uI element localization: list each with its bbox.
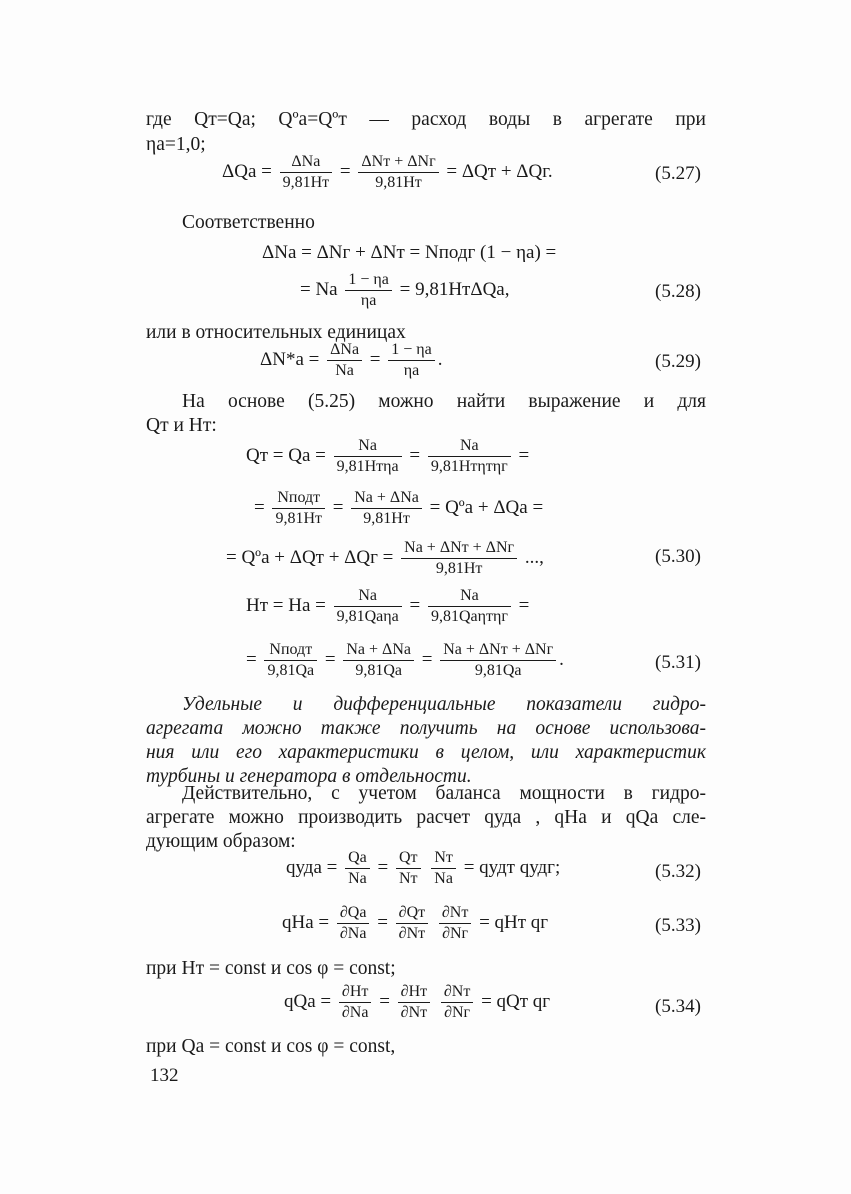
equation-5-31-row1: Hт = Hа = $\frac{Nа}{\text{9,81Qаηа}}$ = $\frac{Nа}{\text{9,81Qаηтηг}}$ = [246,587,530,625]
equation-number: (5.28) [655,281,701,302]
fraction: $\frac{\partial Qа}{\partial Nа}$ [337,903,370,944]
fraction: $\frac{\text{ΔNт + ΔNг}}{9,81Hт}$ [358,152,438,193]
fraction: $\frac{1 - \eta а}{\eta а}$ [388,340,435,381]
text-line: ния или его характеристики в целом, или характеристик [146,742,706,763]
fraction: $\frac{\text{Nа + ΔNа}}{9,81Qа}$ [343,640,414,681]
text-line: На основе (5.25) можно найти выражение и для [182,391,706,412]
text-line: при Qа = const и cos φ = const, [146,1036,396,1057]
equation-5-30-row3: = Qºа + ΔQт + ΔQг = $\frac{\text{Nа + ΔNт + ΔNг}}{9,81Hт}$ ..., [226,539,544,577]
text-line: Удельные и дифференциальные показатели гидро- [182,694,706,715]
fraction: $\frac{\text{Nподт}}{9,81Hт}$ [272,488,325,529]
fraction: $\frac{Nа}{\text{9,81Hтηа}}$ [334,436,402,477]
equation-number: (5.29) [655,351,701,372]
page-number: 132 [150,1065,179,1086]
fraction: $\frac{Nт}{Nа}$ [431,848,456,889]
fraction: $\frac{Qт}{Nт}$ [396,848,421,889]
text-line: при Hт = const и cos φ = const; [146,958,396,979]
equation-number: (5.34) [655,996,701,1017]
fraction: $\frac{\partial Hт}{\partial Nт}$ [398,982,430,1023]
fraction: $\frac{\partial Qт}{\partial Nт}$ [396,903,428,944]
fraction: $\frac{\text{ΔNа}}{Nа}$ [327,340,362,381]
fraction: $\frac{\text{Nа + ΔNт + ΔNг}}{9,81Hт}$ [401,538,517,579]
fraction: $\frac{\text{ΔNа}}{9,81Hт}$ [280,152,333,193]
text-line: Qт и Hт: [146,415,217,436]
fraction: $\frac{Qа}{Nа}$ [345,848,370,889]
fraction: $\frac{1 - \eta а}{\eta а}$ [345,270,392,311]
text-line: ηа=1,0; [146,134,206,155]
equation-5-34: qQа = $\frac{\partial Hт}{\partial Nа}$ = $\frac{\partial Hт}{\partial Nт}$ $\frac{\partial Nт}{\partial Nг}$ = qQт qг [284,983,551,1021]
equation-number: (5.32) [655,861,701,882]
equation-number: (5.30) [655,546,701,567]
fraction: $\frac{\partial Nт}{\partial Nг}$ [439,903,471,944]
equation-5-27: ΔQа = $\frac{\text{ΔNа}}{9,81Hт}$ = $\frac{\text{ΔNт + ΔNг}}{9,81Hт}$ = ΔQт + ΔQг. [222,153,553,191]
equation-5-28-row1: ΔNа = ΔNг + ΔNт = Nподг (1 − ηа) = [262,242,557,263]
equation-5-30-row2: = $\frac{\text{Nподт}}{9,81Hт}$ = $\frac{\text{Nа + ΔNа}}{9,81Hт}$ = Qºа + ΔQа = [254,489,544,527]
text-line: агрегата можно также получить на основе использова- [146,718,706,739]
text-line: Действительно, с учетом баланса мощности в гидро- [182,783,706,804]
equation-5-30-row1: Qт = Qа = $\frac{Nа}{\text{9,81Hтηа}}$ = $\frac{Nа}{\text{9,81Hтηтηг}}$ = [246,437,530,475]
fraction: $\frac{\partial Hт}{\partial Nа}$ [339,982,372,1023]
equation-5-33: qНа = $\frac{\partial Qа}{\partial Nа}$ = $\frac{\partial Qт}{\partial Nт}$ $\frac{\partial Nт}{\partial Nг}$ = qНт qг [282,904,549,942]
fraction: $\frac{Nа}{\text{9,81Qаηтηг}}$ [428,586,511,627]
text-line: турбины и генератора в отдельности. [146,766,472,787]
fraction: $\frac{\text{Nподт}}{9,81Qа}$ [264,640,317,681]
equation-number: (5.31) [655,652,701,673]
fraction: $\frac{\text{Nа + ΔNт + ΔNг}}{9,81Qа}$ [440,640,556,681]
fraction: $\frac{\partial Nт}{\partial Nг}$ [441,982,473,1023]
fraction: $\frac{Nа}{\text{9,81Qаηа}}$ [334,586,402,627]
text-line: где Qт=Qа; Qºа=Qºт — расход воды в агрегате при [146,109,706,130]
text-line: или в относительных единицах [146,322,406,343]
equation-5-31-row2: = $\frac{\text{Nподт}}{9,81Qа}$ = $\frac{\text{Nа + ΔNа}}{9,81Qа}$ = $\frac{\text{Nа + ΔNт + ΔNг}}{9,81Qа}$ . [246,641,564,679]
text-line: агрегате можно производить расчет qудa , qНа и qQа сле- [146,807,706,828]
fraction: $\frac{Nа}{\text{9,81Hтηтηг}}$ [428,436,511,477]
equation-5-28-row2: = Nа $\frac{1 - \eta а}{\eta а}$ = 9,81HтΔQа, [300,271,510,309]
equation-5-29: ΔN*а = $\frac{\text{ΔNа}}{Nа}$ = $\frac{1 - \eta а}{\eta а}$ . [260,341,443,379]
text-line: дующим образом: [146,831,296,852]
equation-number: (5.27) [655,163,701,184]
equation-number: (5.33) [655,915,701,936]
fraction: $\frac{\text{Nа + ΔNа}}{9,81Hт}$ [351,488,422,529]
text-line: Соответственно [182,212,315,233]
equation-5-32: qуда = $\frac{Qа}{Nа}$ = $\frac{Qт}{Nт}$ $\frac{Nт}{Nа}$ = qудт qудг; [286,849,561,887]
